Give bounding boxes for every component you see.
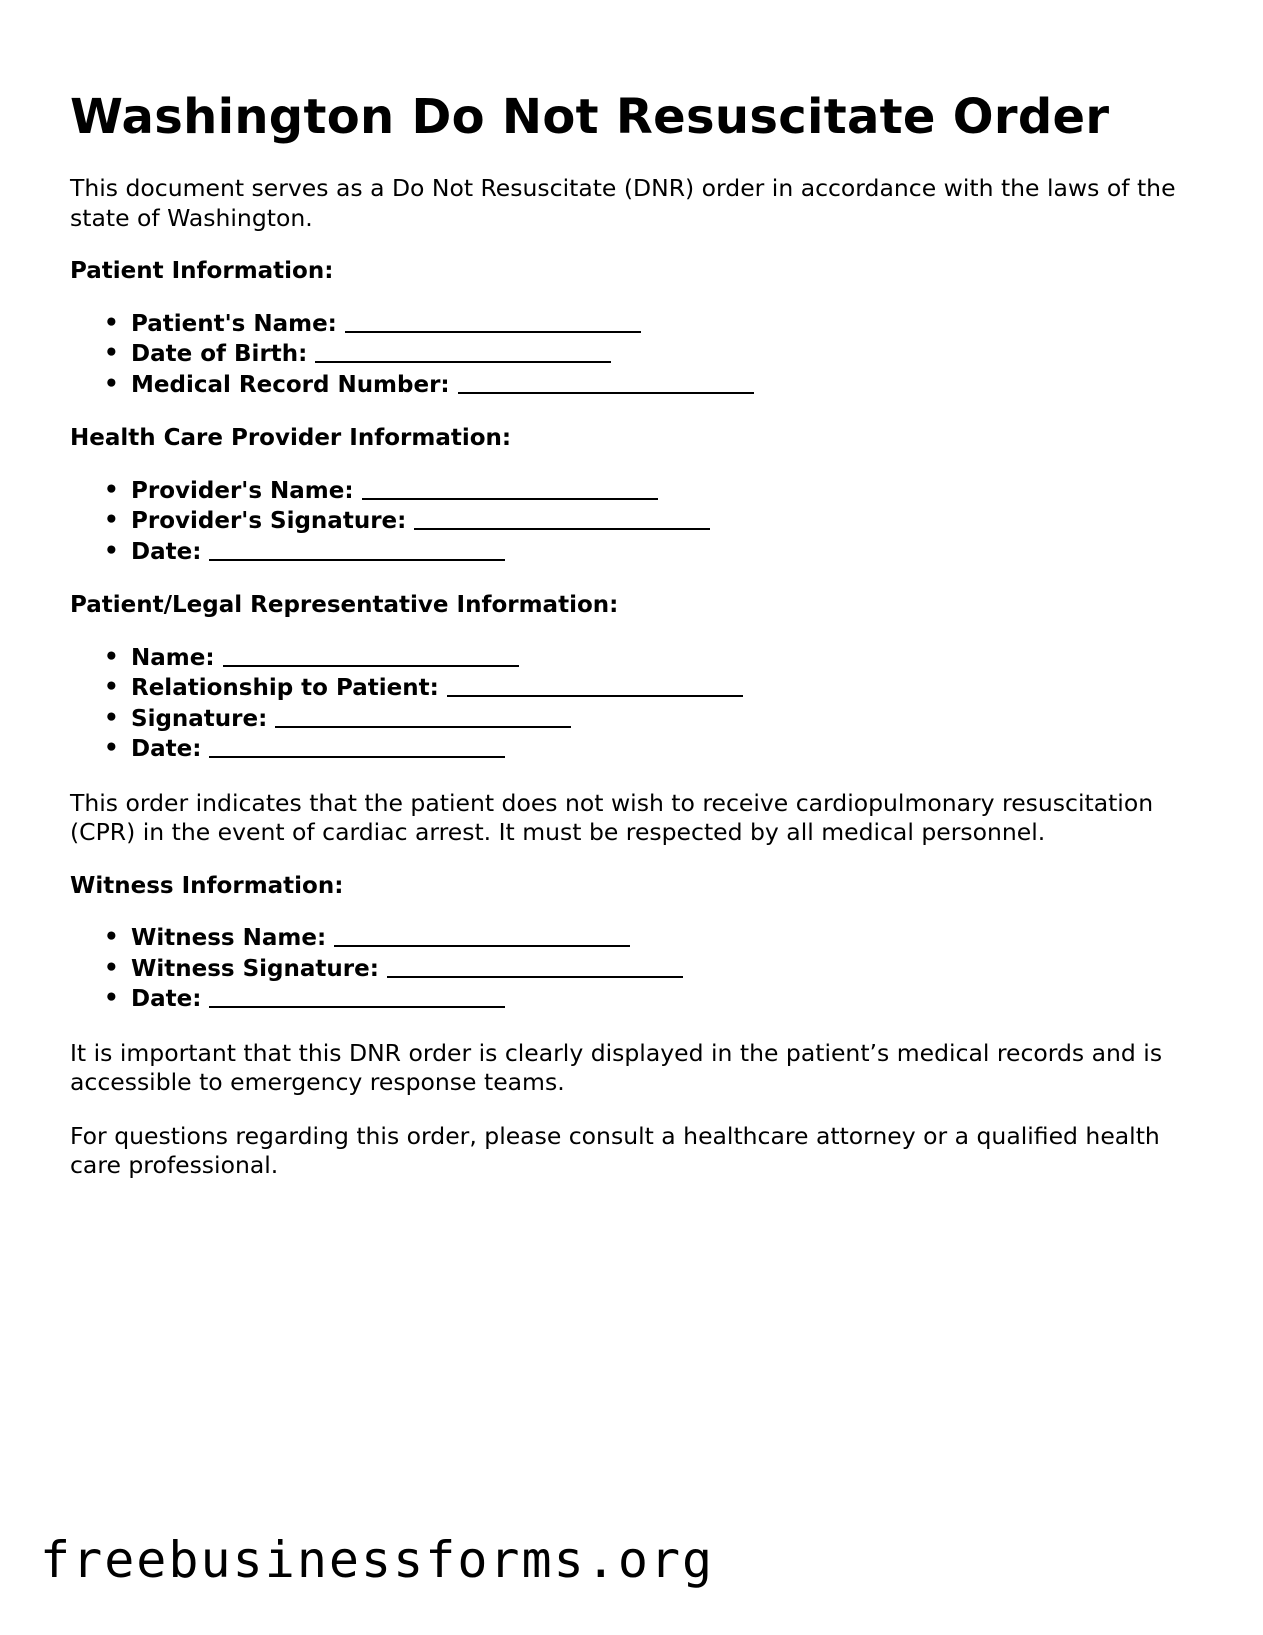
document-page: [70, 88, 1200, 1181]
bullet-icon: •: [104, 735, 119, 761]
field-label: Provider's Signature:: [131, 508, 407, 534]
bullet-icon: •: [104, 537, 119, 564]
provider-signature-blank[interactable]: [414, 506, 710, 530]
provider-name-field: [104, 476, 1200, 507]
representative-info-list: [70, 643, 1200, 765]
witness-signature-field: [104, 954, 1200, 985]
medical-record-number-blank[interactable]: [458, 370, 754, 394]
field-label: Name:: [131, 644, 215, 671]
witness-name-field: [104, 923, 1200, 954]
field-label: Patient's Name:: [131, 310, 337, 337]
witness-signature-blank[interactable]: [387, 954, 683, 978]
representative-name-field: [104, 643, 1200, 674]
medical-record-number-field: [104, 370, 1200, 401]
date-of-birth-field: [104, 339, 1200, 370]
provider-info-heading: Health Care Provider Information:: [70, 425, 512, 451]
document-title: Washington Do Not Resuscitate Order: [70, 89, 1110, 145]
field-label: Relationship to Patient:: [131, 675, 439, 701]
display-note-paragraph: It is important that this DNR order is clearly displayed in the patient’s medical records and is accessible to emergency response teams.: [70, 1038, 1163, 1096]
representative-info-heading: Patient/Legal Representative Information:: [70, 592, 619, 618]
bullet-icon: •: [104, 507, 119, 533]
representative-signature-field: [104, 704, 1200, 735]
representative-date-field: [104, 734, 1200, 765]
watermark-text: freebusinessforms.org: [40, 1531, 715, 1589]
representative-name-blank[interactable]: [223, 643, 519, 667]
bullet-icon: •: [104, 954, 119, 981]
bullet-icon: •: [104, 674, 119, 700]
patient-info-heading: Patient Information:: [70, 258, 334, 284]
provider-date-blank[interactable]: [209, 537, 505, 561]
bullet-icon: •: [104, 924, 119, 950]
field-label: Provider's Name:: [131, 477, 354, 504]
bullet-icon: •: [104, 985, 119, 1011]
date-of-birth-blank[interactable]: [315, 339, 611, 363]
bullet-icon: •: [104, 340, 119, 366]
bullet-icon: •: [104, 309, 119, 336]
field-label: Witness Signature:: [131, 955, 379, 982]
bullet-icon: •: [104, 704, 119, 731]
field-label: Date:: [131, 986, 202, 1012]
witness-info-list: [70, 923, 1200, 1015]
patient-info-list: [70, 309, 1200, 401]
bullet-icon: •: [104, 643, 119, 670]
witness-info-heading: Witness Information:: [70, 872, 344, 899]
bullet-icon: •: [104, 476, 119, 503]
provider-info-list: [70, 476, 1200, 568]
field-label: Date of Birth:: [131, 341, 308, 367]
provider-date-field: [104, 537, 1200, 568]
provider-signature-field: [104, 506, 1200, 537]
order-statement-paragraph: This order indicates that the patient does not wish to receive cardiopulmonary resuscitation (CPR) in the event of cardiac arrest. It must be respected by all medical personnel.: [70, 788, 1154, 846]
field-label: Date:: [131, 538, 202, 565]
bullet-icon: •: [104, 370, 119, 397]
patient-name-blank[interactable]: [345, 309, 641, 333]
witness-name-blank[interactable]: [334, 923, 630, 947]
relationship-blank[interactable]: [447, 673, 743, 697]
field-label: Witness Name:: [131, 925, 327, 951]
provider-name-blank[interactable]: [362, 476, 658, 500]
questions-note-paragraph: For questions regarding this order, please consult a healthcare attorney or a qualified health care professional.: [70, 1121, 1160, 1179]
witness-date-blank[interactable]: [209, 984, 505, 1008]
field-label: Medical Record Number:: [131, 371, 450, 398]
field-label: Date:: [131, 736, 202, 762]
field-label: Signature:: [131, 705, 268, 732]
intro-paragraph: This document serves as a Do Not Resuscitate (DNR) order in accordance with the laws of the state of Washington.: [70, 174, 1176, 232]
representative-date-blank[interactable]: [209, 734, 505, 758]
relationship-field: [104, 673, 1200, 704]
representative-signature-blank[interactable]: [275, 704, 571, 728]
patient-name-field: [104, 309, 1200, 340]
witness-date-field: [104, 984, 1200, 1015]
